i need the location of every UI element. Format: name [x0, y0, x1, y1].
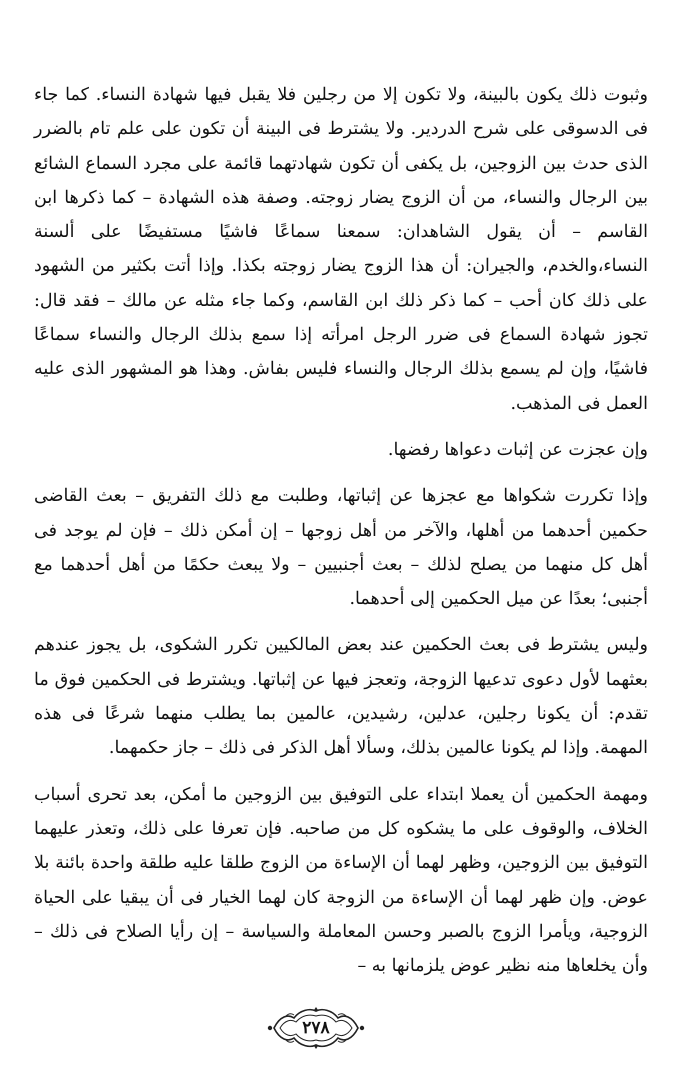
- paragraph-4: وليس يشترط فى بعث الحكمين عند بعض المالكيين تكرر الشكوى، بل يجوز عندهم بعثهما لأول دعوى تدعيها الزوجة، وتعجز فيها عن إثباتها. ويشترط فى الحكمين فوق ما تقدم: أن يكونا رجلين، عدلين، رشيدين، عالمين بما يطلب منهما شرعًا فى هذه المهمة. وإذا لم يكونا عالمين بذلك، وسألا أهل الذكر فى ذلك – جاز حكمهما.: [34, 635, 648, 759]
- page-number-ornament: [266, 1006, 366, 1050]
- paragraph-1: وثبوت ذلك يكون بالبينة، ولا تكون إلا من رجلين فلا يقبل فيها شهادة النساء. كما جاء فى الدسوقى على شرح الدردير. ولا يشترط فى البينة أن تكون على علم تام بالضرر الذى حدث بين الزوجين، بل يكفى أن تكون شهادتهما قائمة على مجرد السماع الشائع بين الرجال والنساء، من أن الزوج يضار زوجته. وصفة هذه الشهادة – كما ذكرها ابن القاسم – أن يقول الشاهدان: سمعنا سماعًا فاشيًا مستفيضًا على ألسنة النساء،والخدم، والجيران: أن هذا الزوج يضار زوجته بكذا. وإذا أتت بكثير من الشهود على ذلك كان أحب – كما ذكر ذلك ابن القاسم، وكما جاء مثله عن مالك – فقد قال: تجوز شهادة السماع فى ضرر الرجل امرأته إذا سمع بذلك الرجال والنساء سماعًا فاشيًا، وإن لم يسمع بذلك الرجال والنساء فليس بفاش. وهذا هو المشهور الذى عليه العمل فى المذهب.: [34, 85, 648, 414]
- page-number: ٢٧٨: [302, 1018, 330, 1038]
- paragraph-2: وإن عجزت عن إثبات دعواها رفضها.: [387, 439, 648, 460]
- paragraph-5: ومهمة الحكمين أن يعملا ابتداء على التوفيق بين الزوجين ما أمكن، بعد تحرى أسباب الخلاف، والوقوف على ما يشكوه كل من صاحبه. فإن تعرفا على ذلك، وتعذر عليهما التوفيق بين الزوجين، وظهر لهما أن الإساءة من الزوج طلقا عليه طلقة واحدة بائنة بلا عوض. وإن ظهر لهما أن الإساءة من الزوجة كان لهما الخيار فى أن يبقيا على الحياة الزوجية، ويأمرا الزوج بالصبر وحسن المعاملة والسياسة – إن رأيا الصلاح فى ذلك – وأن يخلعاها منه نظير عوض يلزمانها به –: [34, 784, 648, 977]
- paragraph-3: وإذا تكررت شكواها مع عجزها عن إثباتها، وطلبت مع ذلك التفريق – بعث القاضى حكمين أحدهما من أهلها، والآخر من أهل زوجها – إن أمكن ذلك – فإن لم يوجد فى أهل كل منهما من يصلح لذلك – بعث أجنبيين – ولا يبعث حكمًا من أهل أحدهما مع أجنبى؛ بعدًا عن ميل الحكمين إلى أحدهما.: [34, 486, 648, 610]
- body-text: [34, 78, 648, 983]
